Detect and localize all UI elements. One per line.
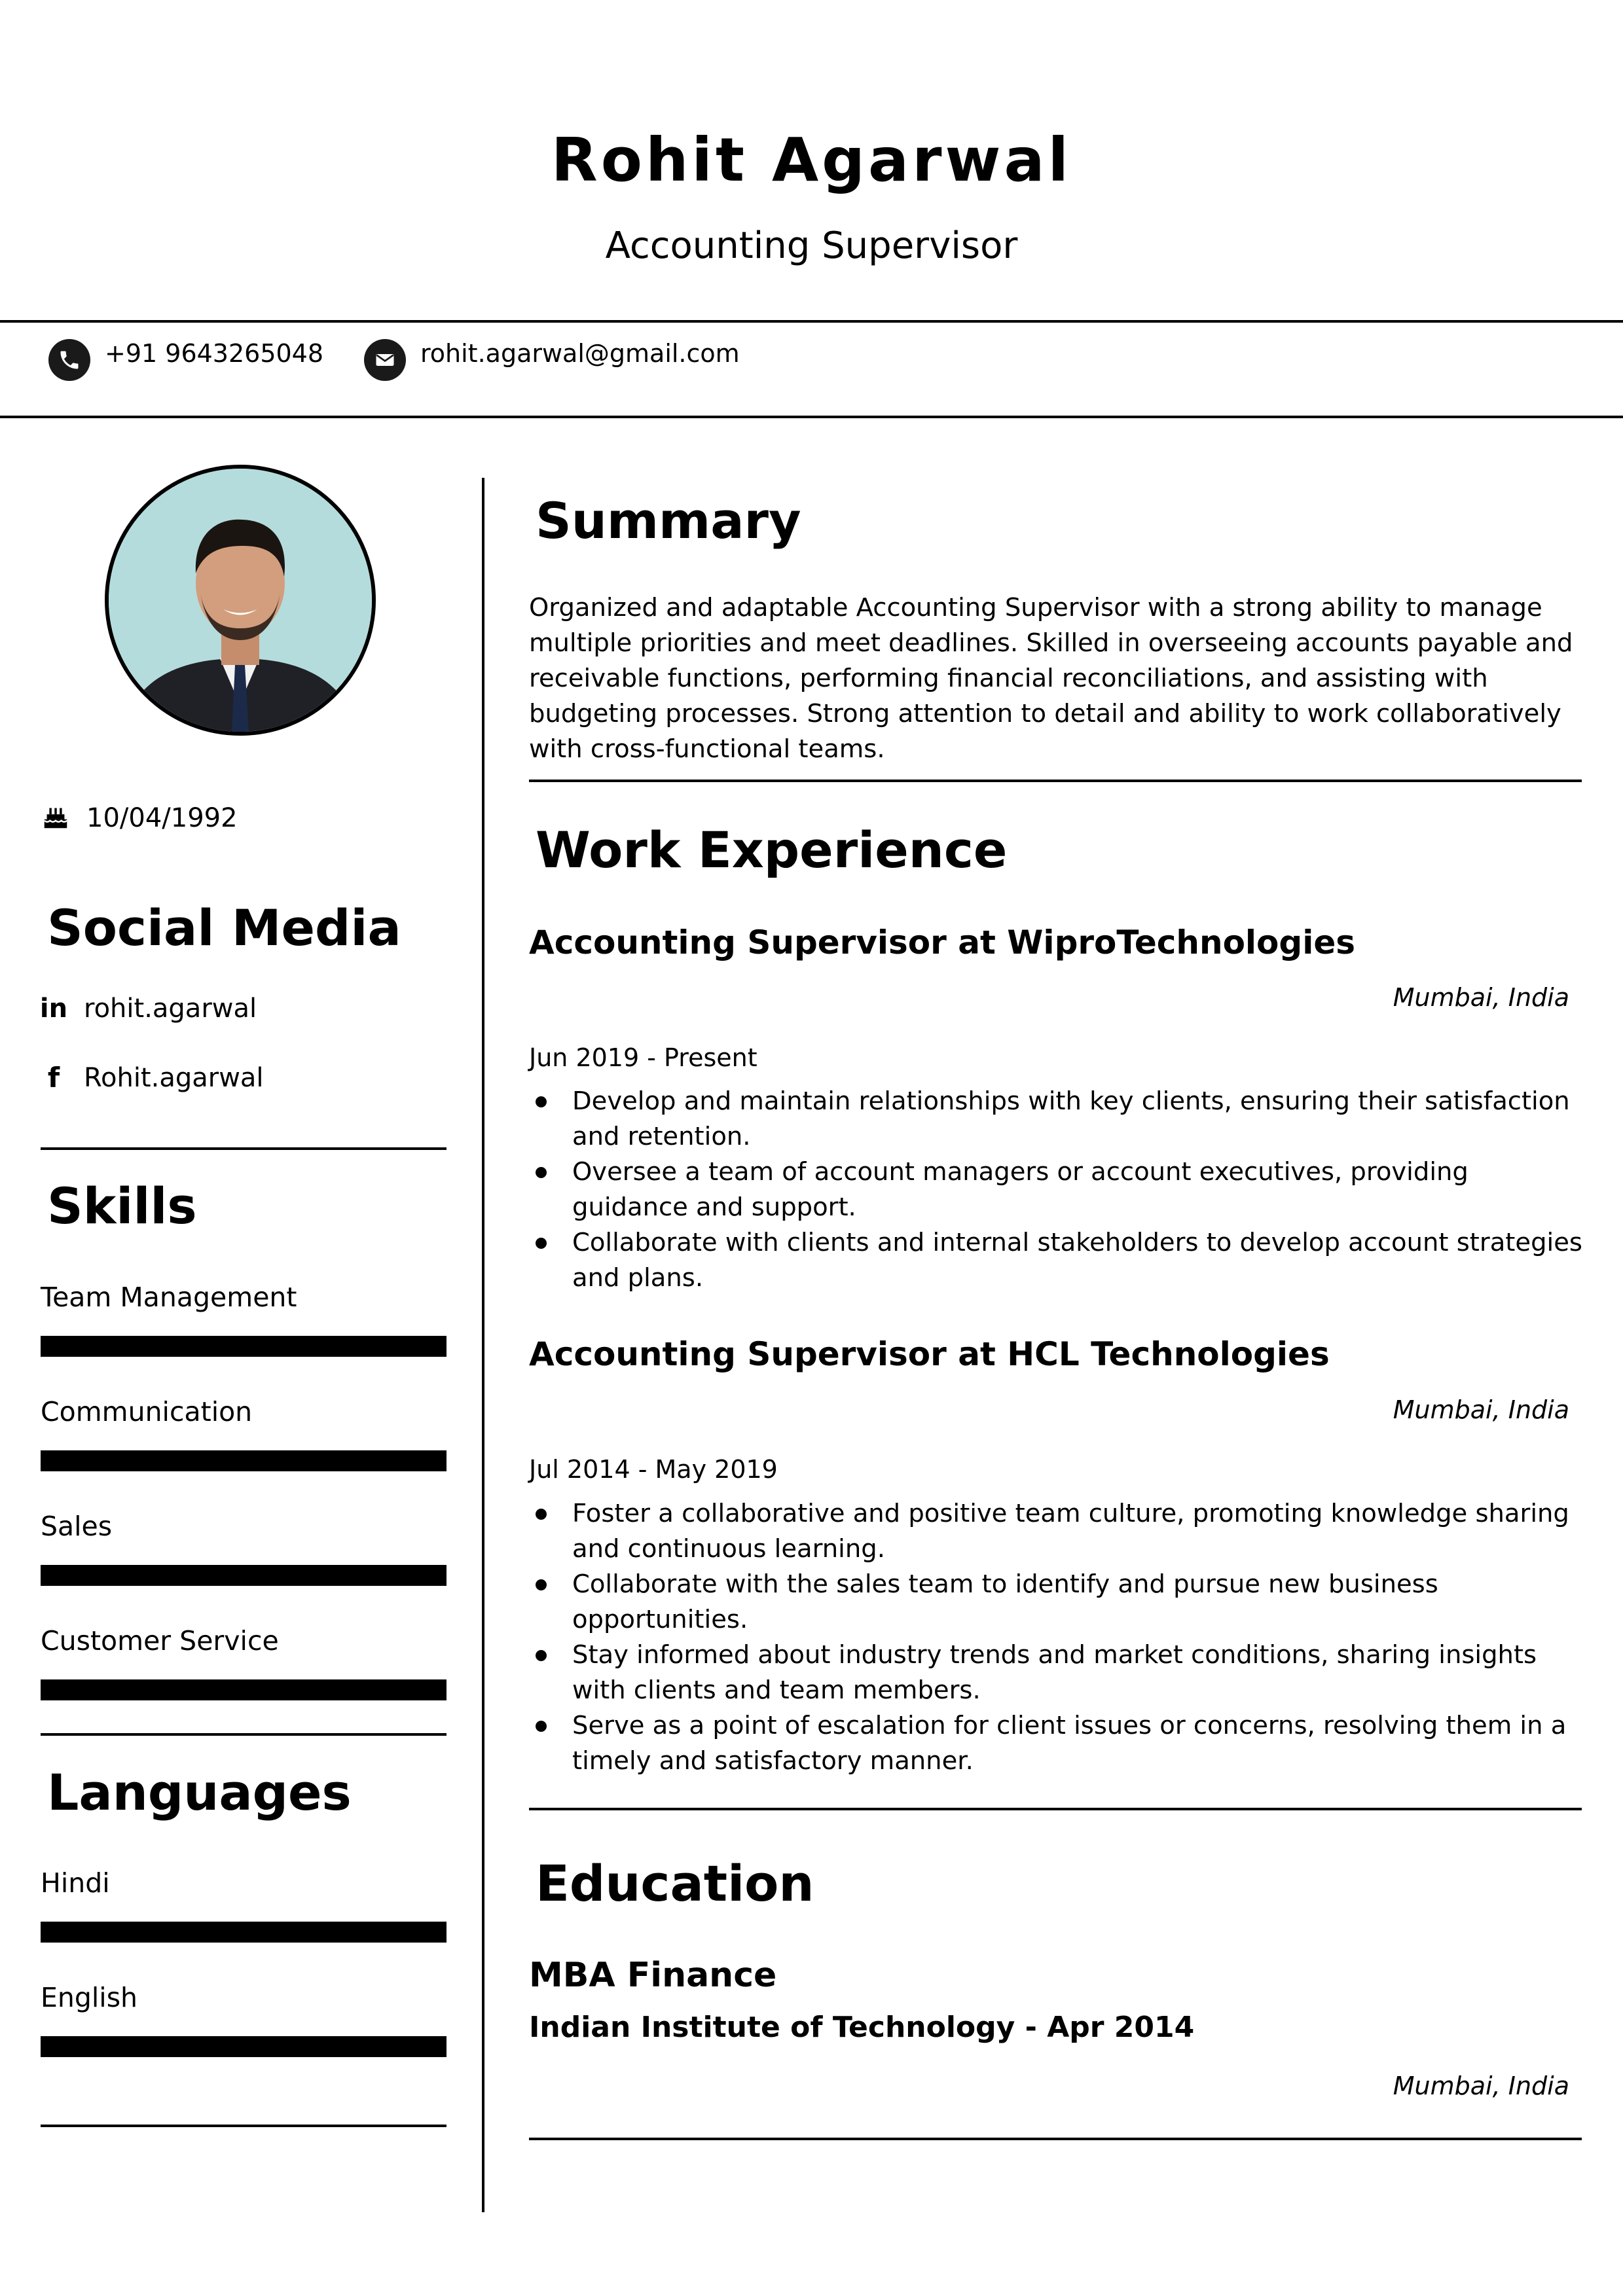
candidate-name: Rohit Agarwal <box>551 125 1072 195</box>
summary-heading: Summary <box>536 492 801 550</box>
skills-heading: Skills <box>47 1177 197 1235</box>
skill-label: Sales <box>41 1511 113 1542</box>
job-location: Mumbai, India <box>1393 1395 1569 1424</box>
list-item: Oversee a team of account managers or account executives, providing guidance and support. <box>529 1155 1590 1225</box>
job-bullets <box>529 1084 1590 1296</box>
contact-email <box>364 337 740 383</box>
list-item: Foster a collaborative and positive team culture, promoting knowledge sharing and continuous learning. <box>529 1496 1590 1567</box>
education-degree: MBA Finance <box>529 1956 777 1995</box>
language-label: English <box>41 1982 138 2013</box>
candidate-title: Accounting Supervisor <box>605 224 1018 267</box>
list-item: Develop and maintain relationships with key clients, ensuring their satisfaction and retention. <box>529 1084 1590 1155</box>
envelope-icon <box>364 339 406 381</box>
language-label: Hindi <box>41 1867 110 1899</box>
languages-heading: Languages <box>47 1763 352 1821</box>
job-dates: Jun 2019 - Present <box>529 1043 757 1072</box>
facebook-handle[interactable]: Rohit.agarwal <box>84 1062 264 1093</box>
social-item-linkedin[interactable] <box>41 994 257 1024</box>
header-divider-bottom <box>0 416 1623 418</box>
job-bullets <box>529 1496 1590 1779</box>
profile-photo <box>105 465 376 736</box>
skill-bar <box>41 1679 447 1700</box>
sidebar-divider-3 <box>41 2125 447 2127</box>
linkedin-icon: in <box>39 994 68 1024</box>
skill-label: Customer Service <box>41 1625 279 1657</box>
dob-value: 10/04/1992 <box>86 803 238 833</box>
experience-divider <box>529 1808 1582 1810</box>
job-location: Mumbai, India <box>1393 983 1569 1012</box>
list-item: Serve as a point of escalation for client issues or concerns, resolving them in a timely and satisfactory manner. <box>529 1708 1590 1779</box>
summary-divider <box>529 780 1582 782</box>
contact-phone <box>48 337 323 383</box>
summary-text: Organized and adaptable Accounting Supervisor with a strong ability to manage multiple priorities and meet deadlines. Skilled in overseeing accounts payable and receivable functions, performing financial reconciliations, and assisting with budgeting processes. Strong attention to detail and ability to work collaboratively with cross-functional teams. <box>529 593 1573 764</box>
language-bar <box>41 1922 447 1943</box>
facebook-icon: f <box>47 1062 60 1094</box>
phone-number[interactable]: +91 9643265048 <box>105 339 324 368</box>
job-dates: Jul 2014 - May 2019 <box>529 1455 778 1484</box>
sidebar-divider-1 <box>41 1147 447 1150</box>
skill-bar <box>41 1336 447 1357</box>
work-experience-heading: Work Experience <box>536 821 1008 879</box>
column-divider <box>482 478 484 2212</box>
skill-label: Team Management <box>41 1282 297 1313</box>
sidebar-divider-2 <box>41 1733 447 1736</box>
language-bar <box>41 2036 447 2057</box>
list-item: Collaborate with clients and internal stakeholders to develop account strategies and plans. <box>529 1225 1590 1296</box>
job-title: Accounting Supervisor at HCL Technologies <box>529 1335 1330 1373</box>
header-divider-top <box>0 320 1623 323</box>
education-institution: Indian Institute of Technology - Apr 2014 <box>529 2011 1195 2044</box>
education-location: Mumbai, India <box>1393 2072 1569 2100</box>
list-item: Collaborate with the sales team to identify and pursue new business opportunities. <box>529 1567 1590 1638</box>
skill-label: Communication <box>41 1396 253 1427</box>
job-title: Accounting Supervisor at WiproTechnologies <box>529 924 1356 961</box>
skill-bar <box>41 1450 447 1471</box>
social-item-facebook[interactable] <box>41 1062 264 1094</box>
date-of-birth <box>41 802 238 834</box>
social-media-heading: Social Media <box>47 899 401 957</box>
skill-bar <box>41 1565 447 1586</box>
phone-icon <box>48 339 90 381</box>
education-divider <box>529 2138 1582 2140</box>
linkedin-handle[interactable]: rohit.agarwal <box>84 994 257 1024</box>
birthday-cake-icon <box>41 802 71 834</box>
education-heading: Education <box>536 1854 814 1912</box>
list-item: Stay informed about industry trends and market conditions, sharing insights with clients and team members. <box>529 1638 1590 1708</box>
email-address[interactable]: rohit.agarwal@gmail.com <box>420 339 740 368</box>
